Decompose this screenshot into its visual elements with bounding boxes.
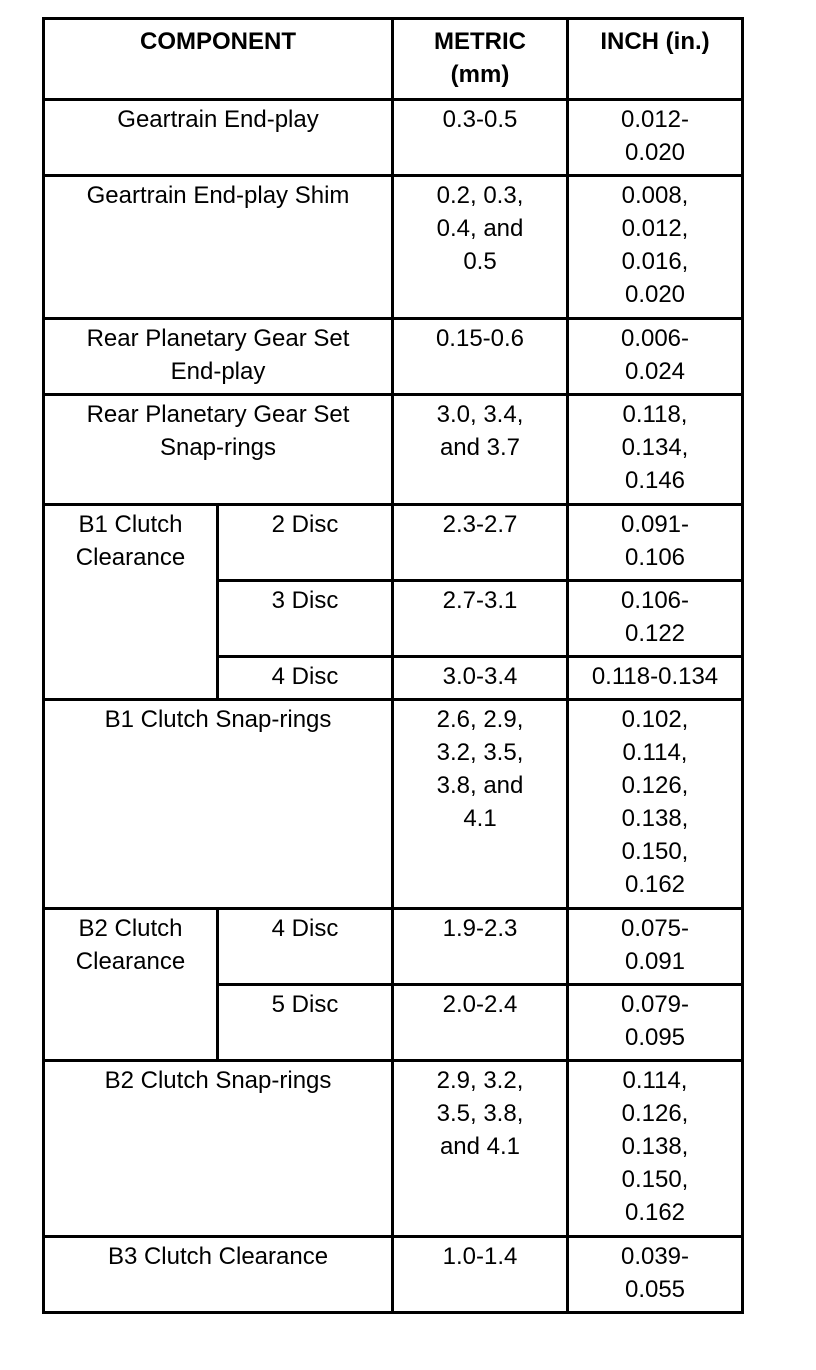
- header-component: COMPONENT: [44, 19, 393, 100]
- inch-cell: 0.102, 0.114, 0.126, 0.138, 0.150, 0.162: [568, 700, 743, 909]
- inch-cell: 0.075- 0.091: [568, 909, 743, 985]
- component-cell: Rear Planetary Gear Set End-play: [44, 319, 393, 395]
- metric-cell: 3.0-3.4: [393, 657, 568, 700]
- metric-cell: 2.9, 3.2, 3.5, 3.8, and 4.1: [393, 1061, 568, 1237]
- inch-cell: 0.006- 0.024: [568, 319, 743, 395]
- inch-cell: 0.039- 0.055: [568, 1237, 743, 1313]
- component-cell: Geartrain End-play Shim: [44, 176, 393, 319]
- inch-cell: 0.118-0.134: [568, 657, 743, 700]
- specification-table: [42, 17, 744, 1314]
- header-inch: INCH (in.): [568, 19, 743, 100]
- metric-cell: 1.9-2.3: [393, 909, 568, 985]
- inch-cell: 0.008, 0.012, 0.016, 0.020: [568, 176, 743, 319]
- component-cell: B2 Clutch Snap-rings: [44, 1061, 393, 1237]
- inch-cell: 0.114, 0.126, 0.138, 0.150, 0.162: [568, 1061, 743, 1237]
- table-row: [44, 100, 743, 176]
- component-cell: B3 Clutch Clearance: [44, 1237, 393, 1313]
- disc-count-cell: 4 Disc: [218, 657, 393, 700]
- disc-count-cell: 3 Disc: [218, 581, 393, 657]
- inch-cell: 0.106- 0.122: [568, 581, 743, 657]
- metric-cell: 2.6, 2.9, 3.2, 3.5, 3.8, and 4.1: [393, 700, 568, 909]
- b1-clearance-label: B1 Clutch Clearance: [44, 505, 218, 700]
- metric-cell: 2.7-3.1: [393, 581, 568, 657]
- table-row: [44, 700, 743, 909]
- header-row: [44, 19, 743, 100]
- table-row: [44, 505, 743, 581]
- table-row: [44, 909, 743, 985]
- metric-cell: 2.3-2.7: [393, 505, 568, 581]
- metric-cell: 1.0-1.4: [393, 1237, 568, 1313]
- metric-cell: 0.2, 0.3, 0.4, and 0.5: [393, 176, 568, 319]
- metric-cell: 2.0-2.4: [393, 985, 568, 1061]
- disc-count-cell: 2 Disc: [218, 505, 393, 581]
- component-cell: Geartrain End-play: [44, 100, 393, 176]
- table-row: [44, 176, 743, 319]
- table-row: [44, 395, 743, 505]
- inch-cell: 0.012- 0.020: [568, 100, 743, 176]
- metric-cell: 0.3-0.5: [393, 100, 568, 176]
- disc-count-cell: 5 Disc: [218, 985, 393, 1061]
- inch-cell: 0.091- 0.106: [568, 505, 743, 581]
- metric-cell: 3.0, 3.4, and 3.7: [393, 395, 568, 505]
- component-cell: Rear Planetary Gear Set Snap-rings: [44, 395, 393, 505]
- table-row: [44, 319, 743, 395]
- header-metric: METRIC (mm): [393, 19, 568, 100]
- table-row: [44, 1061, 743, 1237]
- component-cell: B1 Clutch Snap-rings: [44, 700, 393, 909]
- metric-cell: 0.15-0.6: [393, 319, 568, 395]
- table-row: [44, 1237, 743, 1313]
- disc-count-cell: 4 Disc: [218, 909, 393, 985]
- b2-clearance-label: B2 Clutch Clearance: [44, 909, 218, 1061]
- inch-cell: 0.079- 0.095: [568, 985, 743, 1061]
- inch-cell: 0.118, 0.134, 0.146: [568, 395, 743, 505]
